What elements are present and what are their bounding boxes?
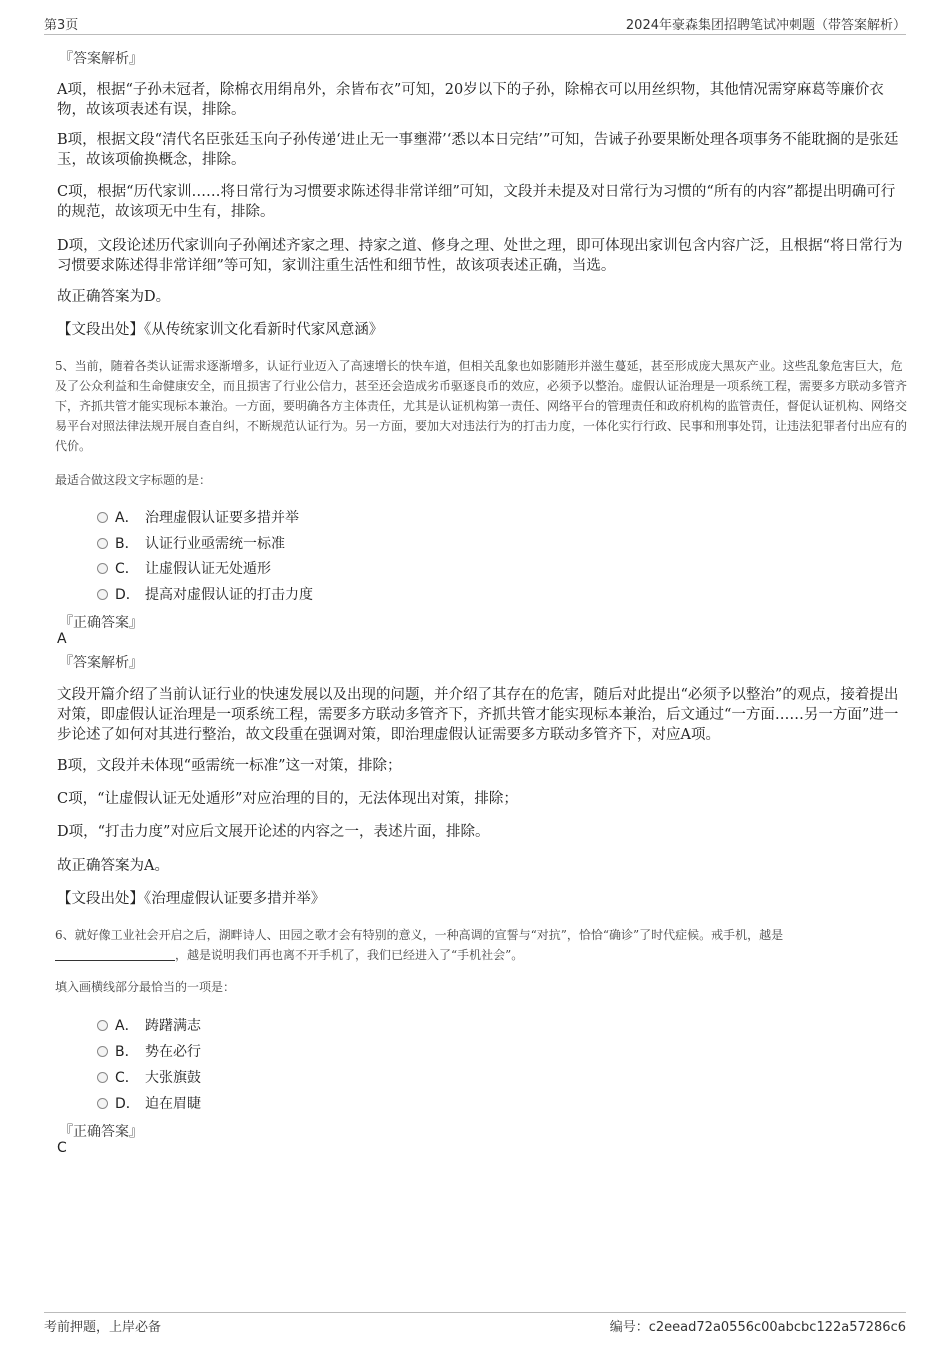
radio-button[interactable]: [97, 1072, 108, 1083]
footer-code: c2eead72a0556c00abcbc122a57286c6: [648, 1320, 906, 1335]
q6-prompt: 填入画横线部分最恰当的一项是：: [55, 980, 236, 994]
radio-button[interactable]: [97, 563, 108, 574]
q6-stem-part2: ，越是说明我们再也离不开手机了，我们已经进入了“手机社会”。: [175, 948, 524, 962]
q5-analysis-c: C项，“让虚假认证无处遁形”对应治理的目的，无法体现出对策，排除；: [57, 791, 518, 807]
option-letter: D．: [115, 1096, 140, 1112]
q5-analysis-main: 文段开篇介绍了当前认证行业的快速发展以及出现的问题，并介绍了其存在的危害，随后对此提出“必须予以整治”的观点，接着提出对策，即虚假认证治理是一项系统工程，需要多方联动多管齐下，齐抓共管才能实现标本兼治，后文通过“一方面……另一方面”进一步论述了如何对其进行整治，故文段重在强调对策，即治理虚假认证需要多方联动多管齐下，对应A项。: [57, 687, 899, 743]
option-text: 认证行业亟需统一标准: [145, 536, 285, 552]
q4-analysis-b: B项，根据文段“清代名臣张廷玉向子孙传递‘进止无一事壅滞’‘悉以本日完结’”可知，告诫子孙要果断处理各项事务不能耽搁的是张廷玉，故该项偷换概念，排除。: [57, 132, 899, 168]
radio-button[interactable]: [97, 538, 108, 549]
option-letter: C．: [115, 561, 139, 577]
q4-analysis-label: 『答案解析』: [59, 51, 143, 67]
q6-stem: [55, 925, 910, 965]
radio-button[interactable]: [97, 589, 108, 600]
q4-analysis-a: A项，根据“子孙未冠者，除棉衣用绢帛外，余皆布衣”可知，20岁以下的子孙，除棉衣可以用丝织物，其他情况需穿麻葛等廉价衣物，故该项表述有误，排除。: [57, 82, 884, 118]
q5-source: 【文段出处】《治理虚假认证要多措并举》: [57, 891, 326, 907]
option-letter: A．: [115, 1018, 139, 1034]
document-title: 2024年豪森集团招聘笔试冲刺题（带答案解析）: [625, 18, 906, 33]
q4-conclusion: 故正确答案为D。: [57, 289, 171, 305]
option-text: 提高对虚假认证的打击力度: [145, 587, 313, 603]
option-letter: D．: [115, 587, 140, 603]
option-text: 迫在眉睫: [145, 1096, 201, 1112]
footer-slogan: 考前押题，上岸必备: [44, 1320, 162, 1335]
option-text: 大张旗鼓: [145, 1070, 201, 1086]
option-text: 势在必行: [145, 1044, 201, 1060]
q5-stem: 5、当前，随着各类认证需求逐渐增多，认证行业迈入了高速增长的快车道，但相关乱象也如影随形并滋生蔓延，甚至形成庞大黑灰产业。这些乱象危害巨大，危及了公众利益和生命健康安全，而且损害了行业公信力，甚至还会造成劣币驱逐良币的效应，必须予以整治。虚假认证治理是一项系统工程，需要多方联动多管齐下，齐抓共管才能实现标本兼治。一方面，要明确各方主体责任，尤其是认证机构第一责任、网络平台的管理责任和政府机构的监管责任，督促认证机构、网络交易平台对照法律法规开展自查自纠，不断规范认证行为。另一方面，要加大对违法行为的打击力度，一体化实行行政、民事和刑事处罚，让违法犯罪者付出应有的代价。: [55, 359, 908, 453]
page-footer: [44, 1312, 906, 1337]
q5-correct-label: 『正确答案』: [59, 615, 143, 631]
radio-button[interactable]: [97, 512, 108, 523]
q6-correct-answer: C: [57, 1140, 67, 1156]
q5-correct-answer: A: [57, 631, 67, 647]
option-letter: C．: [115, 1070, 139, 1086]
q5-analysis-b: B项，文段并未体现“亟需统一标准”这一对策，排除；: [57, 758, 402, 774]
option-letter: B．: [115, 1044, 139, 1060]
q5-analysis-d: D项，“打击力度”对应后文展开论述的内容之一，表述片面，排除。: [57, 824, 490, 840]
page-number: 第3页: [44, 18, 79, 33]
radio-button[interactable]: [97, 1046, 108, 1057]
footer-code-label: 编号：: [609, 1320, 649, 1335]
q5-conclusion: 故正确答案为A。: [57, 858, 169, 874]
radio-button[interactable]: [97, 1098, 108, 1109]
q5-prompt: 最适合做这段文字标题的是：: [55, 473, 212, 487]
q4-source: 【文段出处】《从传统家训文化看新时代家风意涵》: [57, 322, 384, 338]
footer-code-wrap: [610, 1316, 906, 1335]
option-letter: A．: [115, 510, 139, 526]
q5-analysis-label: 『答案解析』: [59, 655, 143, 671]
page-header: [44, 12, 906, 35]
option-text: 踌躇满志: [145, 1018, 201, 1034]
q6-stem-part1: 6、就好像工业社会开启之后，湖畔诗人、田园之歌才会有特别的意义，一种高调的宣誓与“对抗”，恰恰“确诊”了时代症候。戒手机，越是: [55, 928, 784, 942]
option-text: 让虚假认证无处遁形: [145, 561, 271, 577]
q4-analysis-d: D项，文段论述历代家训向子孙阐述齐家之理、持家之道、修身之理、处世之理，即可体现出家训包含内容广泛，且根据“将日常行为习惯要求陈述得非常详细”等可知，家训注重生活性和细节性，故该项表述正确，当选。: [57, 238, 903, 274]
option-text: 治理虚假认证要多措并举: [145, 510, 299, 526]
fill-blank: [55, 946, 175, 961]
radio-button[interactable]: [97, 1020, 108, 1031]
q6-correct-label: 『正确答案』: [59, 1124, 143, 1140]
q4-analysis-c: C项，根据“历代家训……将日常行为习惯要求陈述得非常详细”可知，文段并未提及对日常行为习惯的“所有的内容”都提出明确可行的规范，故该项无中生有，排除。: [57, 184, 896, 220]
option-letter: B．: [115, 536, 139, 552]
